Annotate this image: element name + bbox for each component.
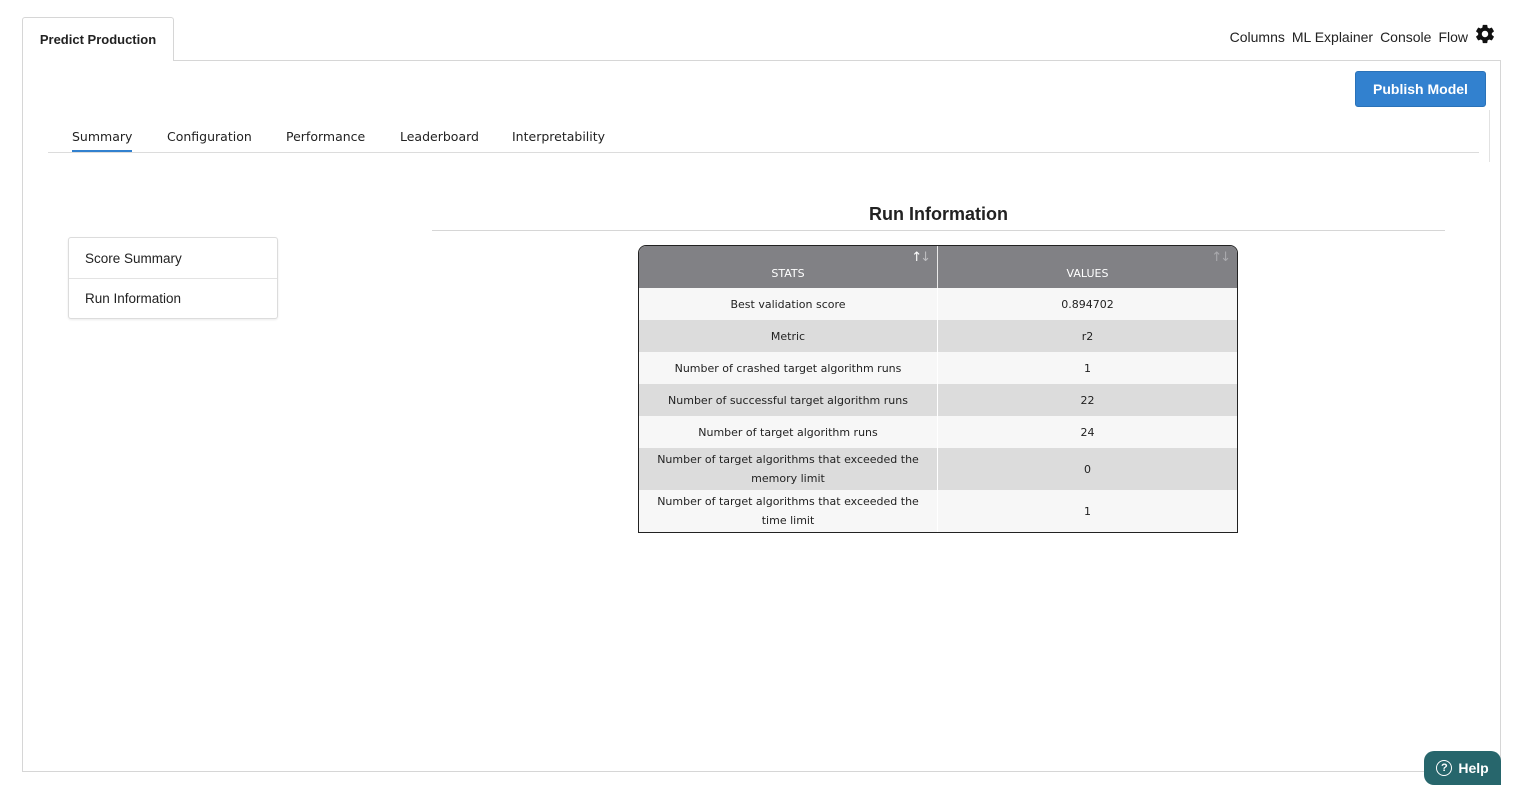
help-button[interactable] bbox=[1424, 751, 1501, 785]
value-cell: 1 bbox=[938, 352, 1237, 384]
column-header-stats[interactable] bbox=[639, 246, 938, 288]
value-cell: 24 bbox=[938, 416, 1237, 448]
stat-cell: Number of target algorithms that exceeded the time limit bbox=[639, 490, 938, 532]
nav-ml-explainer-link[interactable]: ML Explainer bbox=[1291, 29, 1374, 45]
publish-model-button[interactable]: Publish Model bbox=[1355, 71, 1486, 107]
help-label: Help bbox=[1458, 760, 1489, 776]
nav-flow-link[interactable]: Flow bbox=[1438, 29, 1468, 45]
tab-performance[interactable]: Performance bbox=[286, 129, 366, 144]
column-header-stats-label: STATS bbox=[771, 266, 805, 280]
tab-predict-production-label: Predict Production bbox=[39, 32, 157, 47]
value-cell: 0 bbox=[938, 448, 1237, 490]
column-header-values[interactable] bbox=[938, 246, 1237, 288]
menu-item-score-summary[interactable]: Score Summary bbox=[85, 250, 182, 266]
help-icon: ? bbox=[1436, 760, 1452, 776]
run-information-table bbox=[638, 245, 1238, 533]
sort-icon[interactable]: ↑↓ bbox=[1211, 250, 1229, 265]
tab-leaderboard[interactable]: Leaderboard bbox=[400, 129, 479, 144]
value-cell: 22 bbox=[938, 384, 1237, 416]
nav-columns-link[interactable]: Columns bbox=[1229, 29, 1285, 45]
table-row bbox=[639, 384, 1237, 416]
divider bbox=[1489, 110, 1490, 162]
stat-cell: Number of target algorithms that exceeded the memory limit bbox=[639, 448, 938, 490]
stat-cell: Number of target algorithm runs bbox=[639, 416, 938, 448]
sub-tabs bbox=[48, 126, 1479, 153]
nav-console-link[interactable]: Console bbox=[1380, 29, 1432, 45]
stat-cell: Number of successful target algorithm runs bbox=[639, 384, 938, 416]
table-row bbox=[639, 352, 1237, 384]
section-menu bbox=[68, 237, 278, 319]
column-header-values-label: VALUES bbox=[1066, 266, 1109, 280]
tab-configuration[interactable]: Configuration bbox=[167, 129, 252, 144]
top-nav bbox=[1230, 28, 1468, 46]
sort-icon[interactable]: ↑↓ bbox=[911, 250, 930, 265]
section-divider bbox=[432, 230, 1445, 231]
stat-cell: Number of crashed target algorithm runs bbox=[639, 352, 938, 384]
value-cell: r2 bbox=[938, 320, 1237, 352]
table-row bbox=[639, 320, 1237, 352]
stat-cell: Metric bbox=[639, 320, 938, 352]
value-cell: 1 bbox=[938, 490, 1237, 532]
value-cell: 0.894702 bbox=[938, 288, 1237, 320]
menu-item-run-information[interactable]: Run Information bbox=[69, 278, 277, 318]
tab-summary[interactable]: Summary bbox=[72, 129, 132, 152]
tab-interpretability[interactable]: Interpretability bbox=[512, 129, 606, 144]
stat-cell: Best validation score bbox=[639, 288, 938, 320]
tab-predict-production[interactable] bbox=[22, 17, 174, 61]
table-row bbox=[639, 416, 1237, 448]
gear-icon[interactable] bbox=[1474, 23, 1496, 45]
table-row bbox=[639, 288, 1237, 320]
section-title: Run Information bbox=[869, 204, 1008, 224]
table-row bbox=[639, 490, 1237, 532]
table-row bbox=[639, 448, 1237, 490]
